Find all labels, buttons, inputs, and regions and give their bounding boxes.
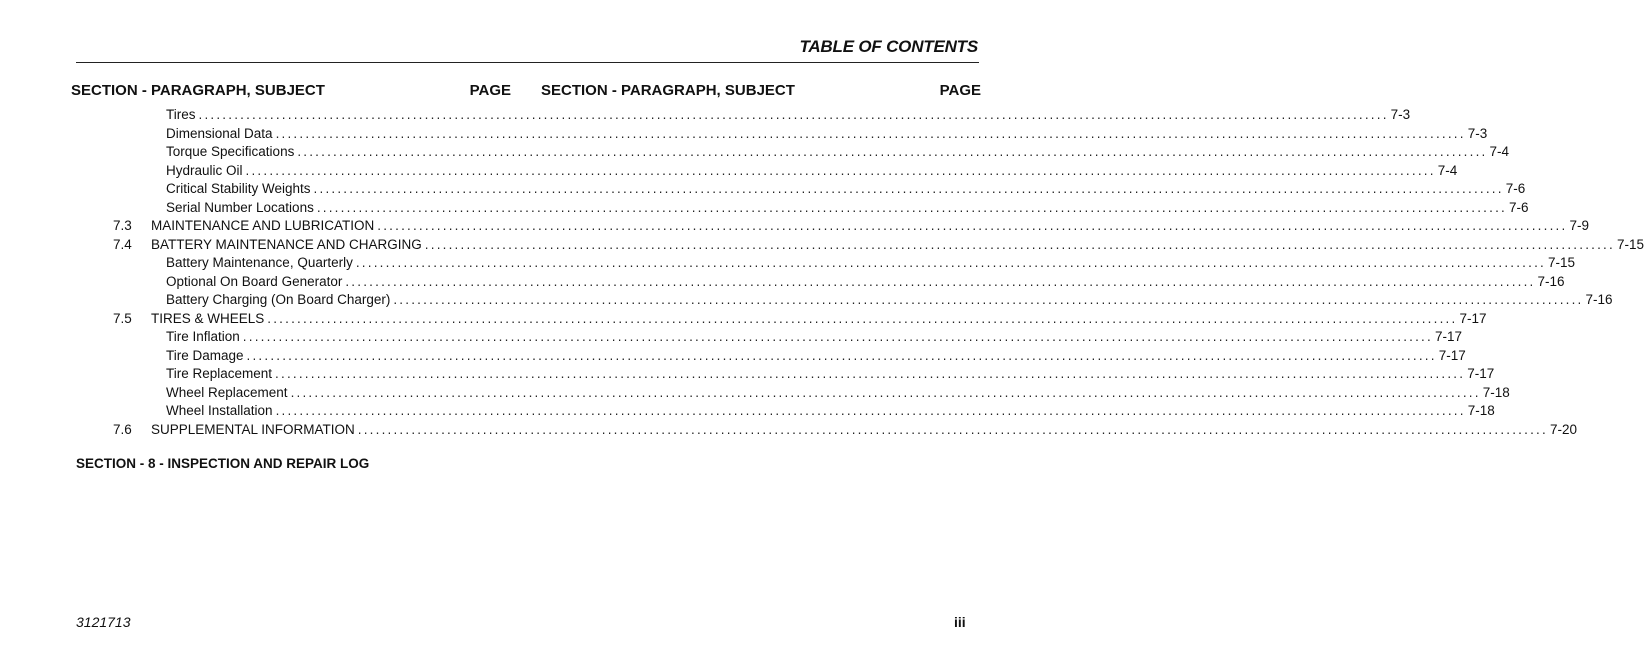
toc-leader-dots: ........................................................................................................................................................................................................ xyxy=(245,162,1436,178)
toc-leader-dots: ........................................................................................................................................................................................................ xyxy=(275,366,1466,381)
toc-entry[interactable] xyxy=(166,125,1488,143)
toc-entry-label: Torque Specifications xyxy=(166,144,295,159)
toc-entry-page: 7-3 xyxy=(1390,107,1411,122)
toc-entry[interactable] xyxy=(151,421,1577,439)
toc-entry-page: 7-15 xyxy=(1616,236,1644,252)
toc-entry[interactable] xyxy=(166,143,1509,161)
right-page-heading: PAGE xyxy=(939,82,981,99)
toc-entry[interactable] xyxy=(166,365,1495,383)
toc-entry-label: Battery Charging (On Board Charger) xyxy=(166,292,391,307)
toc-leader-dots: ........................................................................................................................................................................................................ xyxy=(355,255,1546,270)
toc-entry-number: 7.6 xyxy=(113,421,132,437)
toc-entry[interactable] xyxy=(166,106,1411,124)
toc-entry-label: Tire Inflation xyxy=(166,329,240,344)
section-8-heading[interactable]: SECTION - 8 - INSPECTION AND REPAIR LOG xyxy=(76,456,370,471)
toc-entry-label: Hydraulic Oil xyxy=(166,162,243,178)
toc-entry[interactable] xyxy=(166,180,1526,198)
toc-entry-page: 7-15 xyxy=(1548,255,1576,270)
right-column-header xyxy=(541,82,981,99)
toc-entry[interactable] xyxy=(166,384,1510,402)
toc-entry-number: 7.5 xyxy=(113,310,132,326)
page-title: TABLE OF CONTENTS xyxy=(799,37,978,56)
toc-entry-page: 7-16 xyxy=(1537,273,1565,289)
toc-entry-label: Wheel Replacement xyxy=(166,384,288,400)
toc-leader-dots: ........................................................................................................................................................................................................ xyxy=(198,107,1389,122)
toc-entry-label: Tires xyxy=(166,107,196,122)
toc-entry[interactable] xyxy=(151,217,1589,235)
toc-leader-dots: ........................................................................................................................................................................................................ xyxy=(242,329,1433,344)
toc-entry-page: 7-17 xyxy=(1459,310,1487,326)
toc-leader-dots: ........................................................................................................................................................................................................ xyxy=(246,347,1437,363)
toc-entry-label: BATTERY MAINTENANCE AND CHARGING xyxy=(151,236,422,252)
toc-entry-label: Wheel Installation xyxy=(166,403,273,418)
toc-entry-label: Tire Replacement xyxy=(166,366,273,381)
toc-entry-label: SUPPLEMENTAL INFORMATION xyxy=(151,421,355,437)
toc-entry[interactable] xyxy=(151,236,1644,254)
toc-leader-dots: ........................................................................................................................................................................................................ xyxy=(290,384,1481,400)
toc-leader-dots: ........................................................................................................................................................................................................ xyxy=(393,292,1584,307)
toc-entry-label: Tire Damage xyxy=(166,347,244,363)
toc-entry-label: Critical Stability Weights xyxy=(166,181,311,196)
toc-entry[interactable] xyxy=(166,273,1565,291)
toc-entry-page: 7-17 xyxy=(1438,347,1466,363)
toc-entry[interactable] xyxy=(166,328,1462,346)
toc-entry-label: MAINTENANCE AND LUBRICATION xyxy=(151,218,375,233)
toc-entry[interactable] xyxy=(151,310,1487,328)
document-number: 3121713 xyxy=(76,614,131,630)
page-number: iii xyxy=(954,614,966,630)
left-page-heading: PAGE xyxy=(469,82,511,99)
toc-entry-page: 7-9 xyxy=(1569,218,1589,233)
toc-entry-page: 7-18 xyxy=(1482,384,1510,400)
toc-entry-label: Serial Number Locations xyxy=(166,199,314,215)
toc-entry[interactable] xyxy=(166,347,1466,365)
toc-entry-label: TIRES & WHEELS xyxy=(151,310,265,326)
toc-entry-label: Optional On Board Generator xyxy=(166,273,343,289)
toc-leader-dots: ........................................................................................................................................................................................................ xyxy=(275,403,1466,418)
toc-leader-dots: ........................................................................................................................................................................................................ xyxy=(357,421,1548,437)
toc-leader-dots: ........................................................................................................................................................................................................ xyxy=(316,199,1507,215)
right-subject-heading: SECTION - PARAGRAPH, SUBJECT xyxy=(541,82,795,99)
toc-entry-page: 7-4 xyxy=(1489,144,1509,159)
left-subject-heading: SECTION - PARAGRAPH, SUBJECT xyxy=(71,82,325,99)
toc-entry-page: 7-18 xyxy=(1467,403,1495,418)
toc-leader-dots: ........................................................................................................................................................................................................ xyxy=(377,218,1568,233)
toc-entry-page: 7-17 xyxy=(1434,329,1462,344)
toc-entry-page: 7-3 xyxy=(1467,125,1488,141)
toc-entry-page: 7-4 xyxy=(1437,162,1458,178)
toc-leader-dots: ........................................................................................................................................................................................................ xyxy=(267,310,1458,326)
toc-entry[interactable] xyxy=(166,199,1529,217)
header-divider xyxy=(76,62,979,63)
toc-entry-page: 7-17 xyxy=(1467,366,1495,381)
toc-entry-page: 7-20 xyxy=(1549,421,1577,437)
toc-entry-number: 7.3 xyxy=(113,218,132,233)
left-column-header xyxy=(71,82,511,99)
toc-leader-dots: ........................................................................................................................................................................................................ xyxy=(275,125,1466,141)
toc-entry[interactable] xyxy=(166,162,1458,180)
toc-entry-page: 7-6 xyxy=(1505,181,1526,196)
toc-leader-dots: ........................................................................................................................................................................................................ xyxy=(313,181,1504,196)
toc-entry-label: Battery Maintenance, Quarterly xyxy=(166,255,353,270)
toc-entry[interactable] xyxy=(166,291,1613,309)
toc-entry-page: 7-6 xyxy=(1508,199,1529,215)
toc-leader-dots: ........................................................................................................................................................................................................ xyxy=(297,144,1488,159)
toc-entry[interactable] xyxy=(166,254,1576,272)
toc-leader-dots: ........................................................................................................................................................................................................ xyxy=(345,273,1536,289)
toc-entry[interactable] xyxy=(166,402,1495,420)
toc-entry-number: 7.4 xyxy=(113,236,132,252)
toc-entry-page: 7-16 xyxy=(1585,292,1613,307)
toc-entry-label: Dimensional Data xyxy=(166,125,273,141)
toc-leader-dots: ........................................................................................................................................................................................................ xyxy=(424,236,1615,252)
